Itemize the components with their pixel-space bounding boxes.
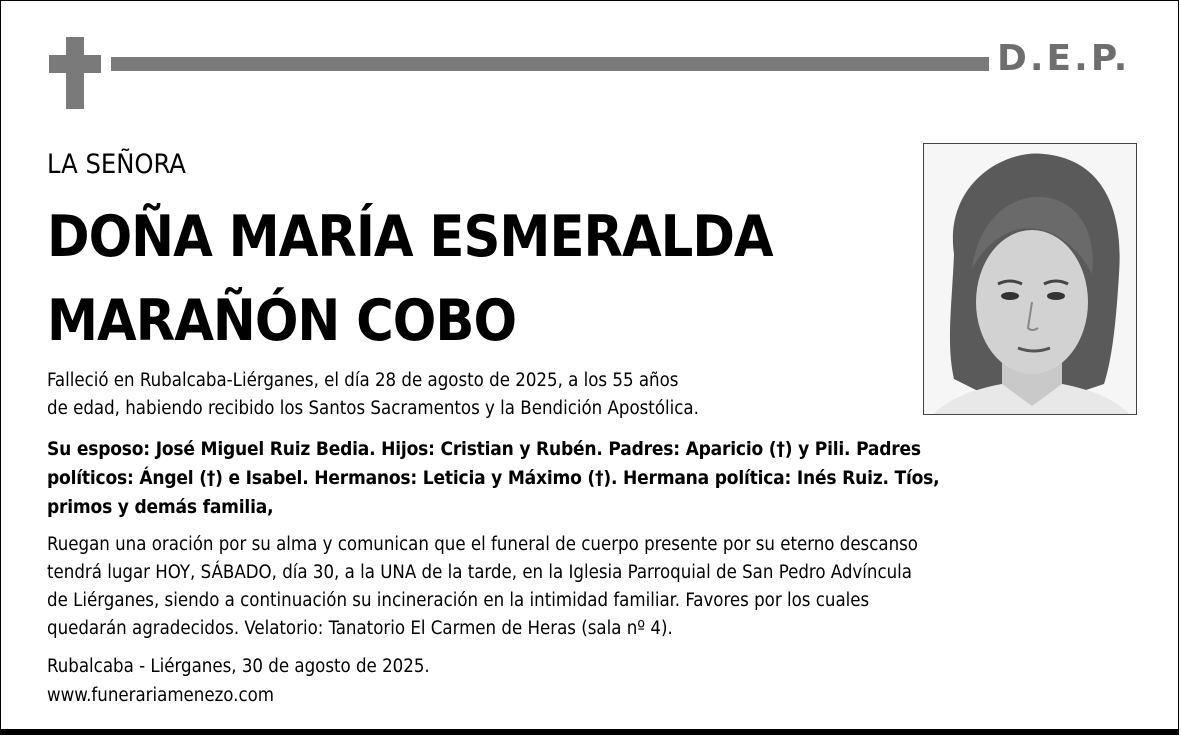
- text-line: de Liérganes, siendo a continuación su incineración en la intimidad familiar. Favores por los cuales: [47, 590, 870, 611]
- website-link[interactable]: www.funerariamenezo.com: [47, 685, 274, 706]
- name-line: MARAÑÓN COBO: [47, 288, 517, 354]
- text-line: Su esposo: José Miguel Ruiz Bedia. Hijos: Cristian y Rubén. Padres: Aparicio (†) y Pili. Padres: [47, 438, 921, 460]
- cross-icon-bar: [49, 55, 101, 73]
- header-rule: [111, 57, 989, 71]
- place-date: Rubalcaba - Liérganes, 30 de agosto de 2025.: [47, 656, 430, 677]
- death-notice: [47, 367, 887, 423]
- family-list: [47, 435, 1147, 522]
- subtitle: LA SEÑORA: [47, 149, 186, 180]
- text-line: de edad, habiendo recibido los Santos Sacramentos y la Bendición Apostólica.: [47, 398, 699, 419]
- text-line: quedarán agradecidos. Velatorio: Tanatorio El Carmen de Heras (sala nº 4).: [47, 618, 673, 639]
- text-line: primos y demás familia,: [47, 496, 274, 518]
- cross-icon: [66, 37, 84, 109]
- portrait-photo: [923, 143, 1137, 415]
- deceased-name: [47, 195, 773, 363]
- portrait-illustration: [924, 144, 1136, 414]
- text-line: políticos: Ángel (†) e Isabel. Hermanos: Leticia y Máximo (†). Hermana política: Inés Ruiz. Tíos,: [47, 467, 940, 489]
- name-line: DOÑA MARÍA ESMERALDA: [47, 204, 773, 270]
- funeral-details: [47, 531, 1147, 643]
- text-line: tendrá lugar HOY, SÁBADO, día 30, a la UNA de la tarde, en la Iglesia Parroquial de San Pedro Advíncula: [47, 562, 912, 583]
- dep-label: D.E.P.: [997, 38, 1131, 79]
- text-line: Ruegan una oración por su alma y comunican que el funeral de cuerpo presente por su eterno descanso: [47, 534, 918, 555]
- text-line: Falleció en Rubalcaba-Liérganes, el día 28 de agosto de 2025, a los 55 años: [47, 370, 679, 391]
